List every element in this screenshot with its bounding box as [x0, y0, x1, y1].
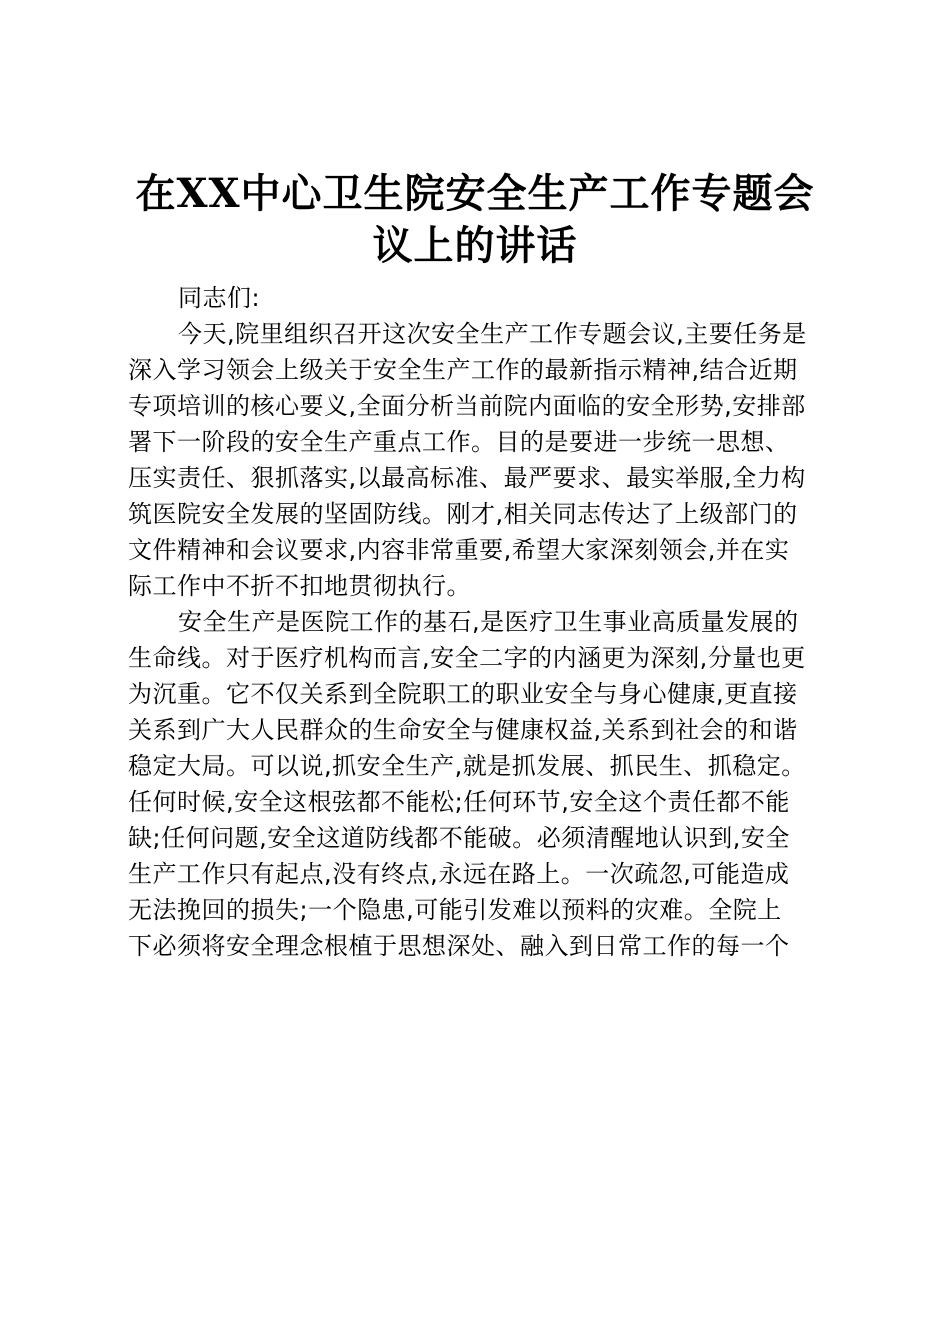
paragraph-line: 文件精神和会议要求,内容非常重要,希望大家深刻领会,并在实 — [128, 536, 790, 564]
paragraph-line: 稳定大局。可以说,抓安全生产,就是抓发展、抓民生、抓稳定。 — [128, 752, 806, 780]
salutation: 同志们: — [178, 284, 261, 312]
paragraph-line: 下必须将安全理念根植于思想深处、融入到日常工作的每一个 — [128, 932, 790, 960]
paragraph-line: 生产工作只有起点,没有终点,永远在路上。一次疏忽,可能造成 — [128, 860, 790, 888]
paragraph-line: 今天,院里组织召开这次安全生产工作专题会议,主要任务是 — [178, 320, 807, 348]
paragraph-line: 无法挽回的损失;一个隐患,可能引发难以预料的灾难。全院上 — [128, 896, 782, 924]
paragraph-line: 筑医院安全发展的坚固防线。刚才,相关同志传达了上级部门的 — [128, 500, 798, 528]
paragraph-line: 安全生产是医院工作的基石,是医疗卫生事业高质量发展的 — [178, 608, 799, 636]
paragraph-line: 专项培训的核心要义,全面分析当前院内面临的安全形势,安排部 — [128, 392, 806, 420]
paragraph-line: 任何时候,安全这根弦都不能松;任何环节,安全这个责任都不能 — [128, 788, 790, 816]
paragraph-line: 际工作中不折不扣地贯彻执行。 — [128, 572, 471, 600]
document-title: 在XX中心卫生院安全生产工作专题会议上的讲话 — [135, 170, 815, 269]
paragraph-line: 署下一阶段的安全生产重点工作。目的是要进一步统一思想、 — [128, 428, 790, 456]
paragraph-line: 为沉重。它不仅关系到全院职工的职业安全与身心健康,更直接 — [128, 680, 798, 708]
document-body — [128, 280, 840, 964]
paragraph-line: 缺;任何问题,安全这道防线都不能破。必须清醒地认识到,安全 — [128, 824, 790, 852]
paragraph-line: 关系到广大人民群众的生命安全与健康权益,关系到社会的和谐 — [128, 716, 798, 744]
paragraph-line: 深入学习领会上级关于安全生产工作的最新指示精神,结合近期 — [128, 356, 798, 384]
paragraph-2 — [128, 604, 840, 964]
paragraph-1 — [128, 316, 840, 604]
paragraph-line: 压实责任、狠抓落实,以最高标准、最严要求、最实举服,全力构 — [128, 464, 806, 492]
paragraph-line: 生命线。对于医疗机构而言,安全二字的内涵更为深刻,分量也更 — [128, 644, 806, 672]
